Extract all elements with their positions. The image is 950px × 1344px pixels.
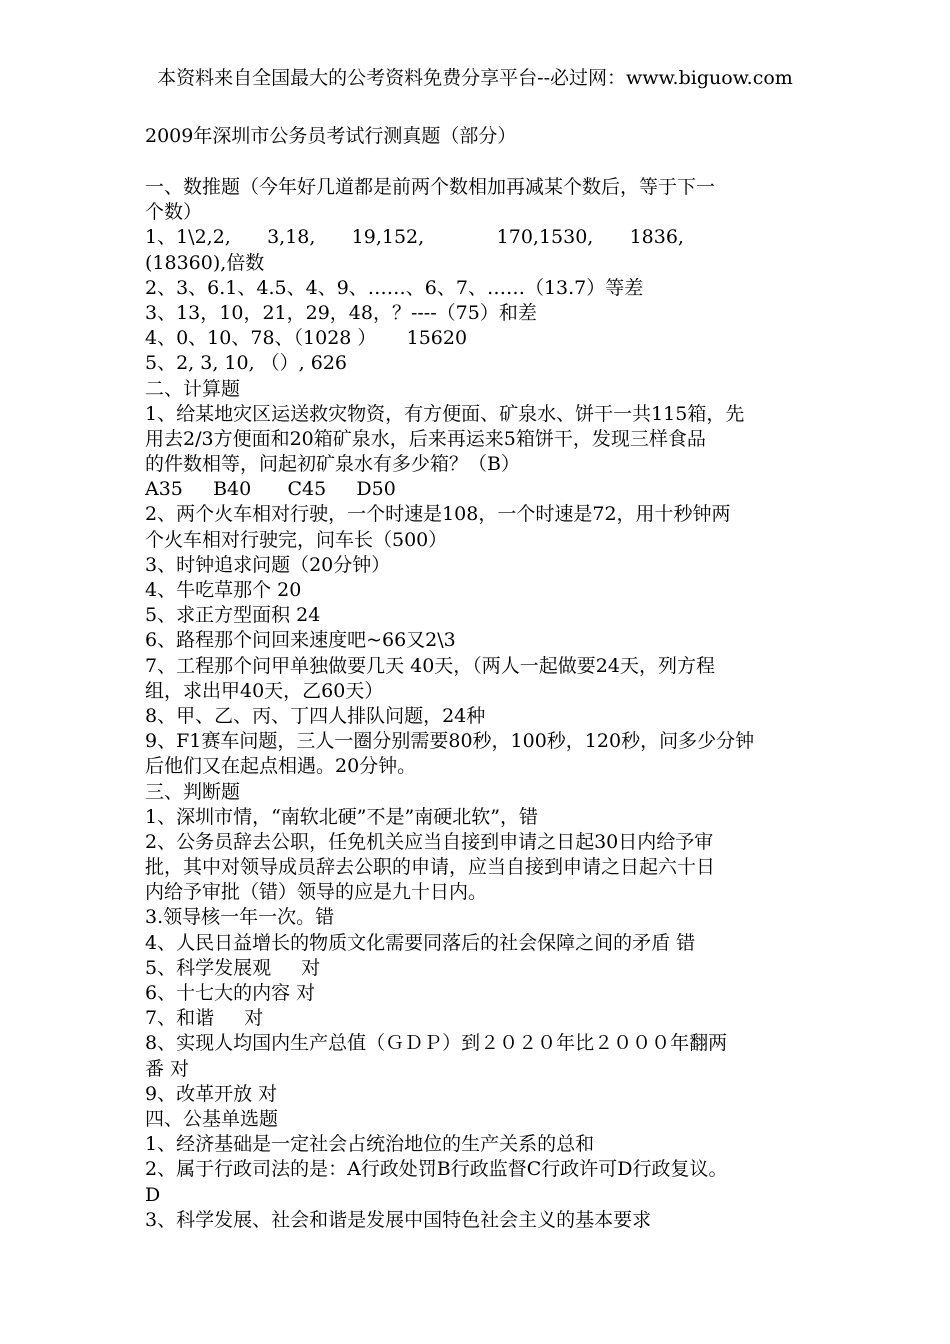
text-line: 三、判断题 — [145, 780, 241, 803]
text-line: 5、科学发展观 对 — [145, 956, 321, 979]
text-line: 1、1\2,2, 3,18, 19,152, 170,1530, 1836, — [145, 226, 684, 249]
document-title: 2009年深圳市公务员考试行测真题（部分） — [145, 125, 517, 147]
text-line: A35 B40 C45 D50 — [145, 478, 396, 501]
text-line: 4、牛吃草那个 20 — [145, 579, 302, 601]
text-line: 2、公务员辞去公职，任免机关应当自接到申请之日起30日内给予审 — [145, 830, 714, 853]
text-line: 用去2/3方便面和20箱矿泉水，后来再运来5箱饼干，发现三样食品 — [145, 427, 706, 450]
text-line: 一、数推题（今年好几道都是前两个数相加再减某个数后，等于下一 — [145, 176, 716, 198]
text-line: 3、13，10，21，29，48，？----（75）和差 — [145, 301, 537, 324]
text-line: 2、属于行政司法的是：A行政处罚B行政监督C行政许可D行政复议。 — [145, 1158, 728, 1181]
text-line: 1、给某地灾区运送救灾物资，有方便面、矿泉水、饼干一共115箱，先 — [145, 402, 745, 425]
text-line: 7、工程那个问甲单独做要几天 40天，（两人一起做要24天，列方程 — [145, 654, 715, 677]
text-line: 3.领导核一年一次。错 — [145, 906, 335, 929]
text-line: 后他们又在起点相遇。20分钟。 — [145, 755, 417, 778]
text-line: 2、两个火车相对行驶，一个时速是108，一个时速是72，用十秒钟两 — [145, 503, 731, 526]
text-line: 1、经济基础是一定社会占统治地位的生产关系的总和 — [145, 1133, 595, 1156]
text-line: 组，求出甲40天，乙60天） — [145, 679, 384, 702]
text-line: 番 对 — [145, 1057, 190, 1080]
text-line: 4、0、10、78、（1028 ） 15620 — [145, 327, 468, 350]
text-line: 5、求正方型面积 24 — [145, 604, 321, 627]
text-line: 8、实现人均国内生产总值（ＧＤＰ）到２０２０年比２０００年翻两 — [145, 1032, 728, 1055]
text-line: 4、人民日益增长的物质文化需要同落后的社会保障之间的矛盾 错 — [145, 931, 696, 954]
text-line: 四、公基单选题 — [145, 1107, 279, 1130]
document-body — [145, 175, 810, 1233]
text-line: 9、F1赛车问题，三人一圈分别需要80秒，100秒，120秒，问多少分钟 — [145, 730, 755, 753]
text-line: 二、计算题 — [145, 377, 241, 400]
text-line: 个数） — [145, 201, 203, 224]
text-line: 9、改革开放 对 — [145, 1082, 278, 1105]
text-line: 内给予审批（错）领导的应是九十日内。 — [145, 881, 488, 904]
text-line: 3、时钟追求问题（20分钟） — [145, 553, 391, 576]
text-line: D — [145, 1183, 161, 1206]
text-line: 6、十七大的内容 对 — [145, 982, 316, 1004]
text-line: 1、深圳市情，“南软北硬”不是”南硬北软”，错 — [145, 805, 538, 828]
text-line: 的件数相等，问起初矿泉水有多少箱？（B） — [145, 453, 520, 476]
text-line: 2、3、6.1、4.5、4、9、……、6、7、……（13.7）等差 — [145, 276, 644, 299]
text-line: 6、路程那个问回来速度吧~66又2\3 — [145, 629, 456, 652]
text-line: 3、科学发展、社会和谐是发展中国特色社会主义的基本要求 — [145, 1208, 652, 1231]
text-line: (18360),倍数 — [145, 251, 265, 274]
text-line: 个火车相对行驶完，问车长（500） — [145, 528, 448, 551]
text-line: 7、和谐 对 — [145, 1007, 264, 1030]
text-line: 批，其中对领导成员辞去公职的申请，应当自接到申请之日起六十日 — [145, 856, 716, 879]
text-line: 8、甲、乙、丙、丁四人排队问题，24种 — [145, 704, 486, 727]
page-header: 本资料来自全国最大的公考资料免费分享平台--必过网：www.biguow.com — [157, 67, 793, 89]
text-line: 5、2, 3, 10, （）, 626 — [145, 352, 348, 375]
